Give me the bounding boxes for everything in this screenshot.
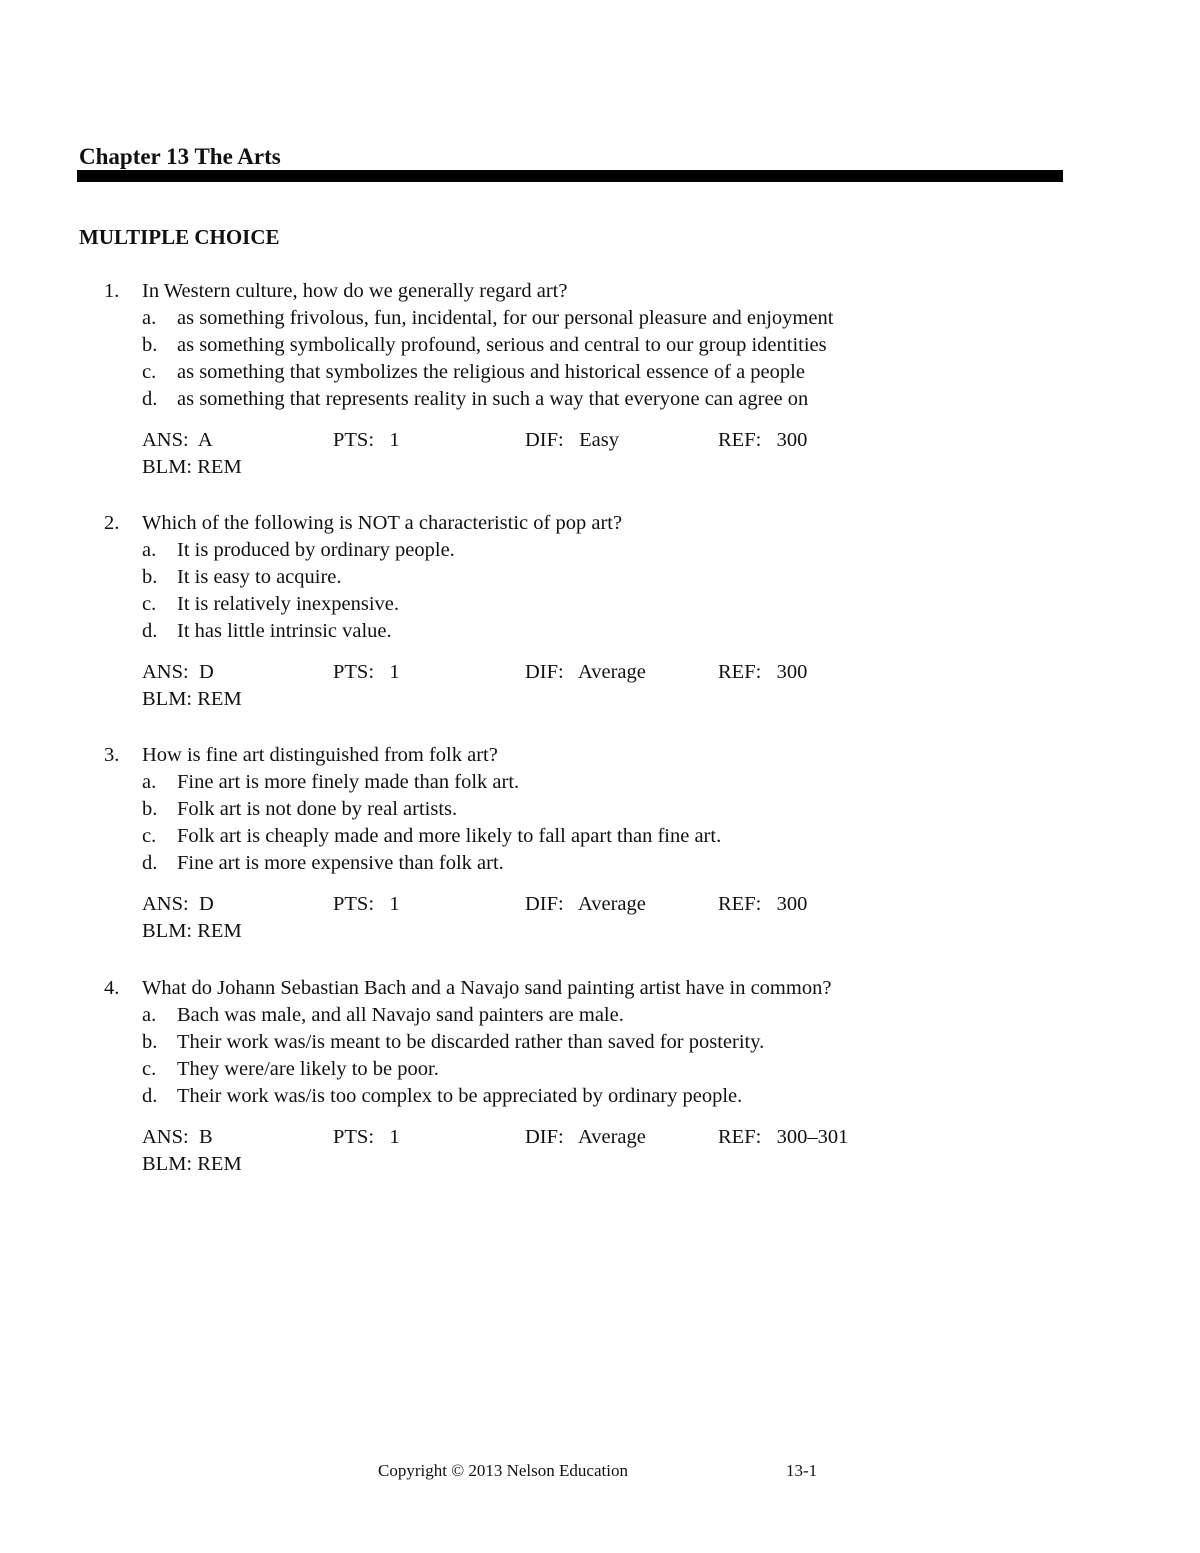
question-stem: What do Johann Sebastian Bach and a Navajo sand painting artist have in common? — [142, 977, 832, 999]
option-text: as something that symbolizes the religious and historical essence of a people — [177, 361, 805, 383]
blm-code: BLM: REM — [142, 920, 242, 942]
answer-metadata — [104, 659, 1064, 713]
difficulty: DIF: Average — [525, 893, 646, 915]
answer-option-b — [104, 332, 1064, 359]
question-4 — [104, 975, 1064, 1178]
option-letter: a. — [142, 771, 157, 793]
question-1 — [104, 278, 1064, 481]
footer-copyright: Copyright © 2013 Nelson Education — [378, 1461, 628, 1480]
option-text: as something symbolically profound, serious and central to our group identities — [177, 334, 827, 356]
question-number: 4. — [104, 977, 120, 999]
section-heading: MULTIPLE CHOICE — [79, 225, 280, 249]
points: PTS: 1 — [333, 893, 400, 915]
question-stem: Which of the following is NOT a characteristic of pop art? — [142, 512, 623, 534]
answer-metadata — [104, 1124, 1064, 1178]
option-letter: d. — [142, 852, 158, 874]
answer-option-d — [104, 1083, 1064, 1110]
option-text: They were/are likely to be poor. — [177, 1058, 439, 1080]
page-reference: REF: 300–301 — [718, 1126, 849, 1148]
blm-code: BLM: REM — [142, 456, 242, 478]
answer-metadata-row — [104, 659, 1064, 686]
answer-metadata-row — [104, 427, 1064, 454]
answer-metadata — [104, 891, 1064, 945]
answer-option-d — [104, 618, 1064, 645]
answer-option-c — [104, 359, 1064, 386]
option-letter: a. — [142, 307, 157, 329]
option-letter: a. — [142, 1004, 157, 1026]
option-letter: d. — [142, 388, 158, 410]
blm-row — [104, 454, 1064, 481]
answer-option-c — [104, 1056, 1064, 1083]
answer-option-d — [104, 386, 1064, 413]
option-text: It is relatively inexpensive. — [177, 593, 400, 615]
option-text: Fine art is more finely made than folk art. — [177, 771, 520, 793]
option-letter: b. — [142, 1031, 158, 1053]
option-letter: b. — [142, 798, 158, 820]
question-number: 1. — [104, 280, 120, 302]
answer-metadata-row — [104, 1124, 1064, 1151]
option-letter: c. — [142, 361, 157, 383]
answer-option-a — [104, 1002, 1064, 1029]
option-text: Their work was/is meant to be discarded rather than saved for posterity. — [177, 1031, 765, 1053]
blm-row — [104, 686, 1064, 713]
question-3 — [104, 742, 1064, 945]
answer-option-a — [104, 769, 1064, 796]
question-number: 2. — [104, 512, 120, 534]
question-stem-line — [104, 510, 1064, 537]
points: PTS: 1 — [333, 1126, 400, 1148]
difficulty: DIF: Average — [525, 661, 646, 683]
answer-key: ANS: D — [142, 893, 214, 915]
answer-option-c — [104, 591, 1064, 618]
answer-option-b — [104, 796, 1064, 823]
blm-row — [104, 918, 1064, 945]
option-text: Their work was/is too complex to be appreciated by ordinary people. — [177, 1085, 743, 1107]
answer-option-c — [104, 823, 1064, 850]
answer-option-b — [104, 1029, 1064, 1056]
answer-key: ANS: B — [142, 1126, 213, 1148]
difficulty: DIF: Easy — [525, 429, 619, 451]
question-2 — [104, 510, 1064, 713]
option-letter: b. — [142, 334, 158, 356]
answer-option-a — [104, 537, 1064, 564]
answer-option-b — [104, 564, 1064, 591]
difficulty: DIF: Average — [525, 1126, 646, 1148]
page-reference: REF: 300 — [718, 893, 808, 915]
blm-row — [104, 1151, 1064, 1178]
blm-code: BLM: REM — [142, 1153, 242, 1175]
points: PTS: 1 — [333, 429, 400, 451]
blm-code: BLM: REM — [142, 688, 242, 710]
answer-metadata-row — [104, 891, 1064, 918]
option-text: Bach was male, and all Navajo sand painters are male. — [177, 1004, 624, 1026]
answer-key: ANS: A — [142, 429, 213, 451]
option-letter: a. — [142, 539, 157, 561]
question-number: 3. — [104, 744, 120, 766]
option-text: as something that represents reality in such a way that everyone can agree on — [177, 388, 809, 410]
option-letter: c. — [142, 593, 157, 615]
footer-page-number: 13-1 — [786, 1461, 818, 1480]
points: PTS: 1 — [333, 661, 400, 683]
question-stem-line — [104, 975, 1064, 1002]
option-text: Folk art is cheaply made and more likely to fall apart than fine art. — [177, 825, 722, 847]
page-reference: REF: 300 — [718, 429, 808, 451]
answer-key: ANS: D — [142, 661, 214, 683]
answer-metadata — [104, 427, 1064, 481]
question-stem-line — [104, 278, 1064, 305]
answer-option-a — [104, 305, 1064, 332]
option-text: It is produced by ordinary people. — [177, 539, 455, 561]
option-letter: d. — [142, 1085, 158, 1107]
page-reference: REF: 300 — [718, 661, 808, 683]
answer-option-d — [104, 850, 1064, 877]
option-letter: b. — [142, 566, 158, 588]
question-stem-line — [104, 742, 1064, 769]
option-text: Fine art is more expensive than folk art. — [177, 852, 504, 874]
option-letter: d. — [142, 620, 158, 642]
option-letter: c. — [142, 825, 157, 847]
option-text: It has little intrinsic value. — [177, 620, 392, 642]
option-text: Folk art is not done by real artists. — [177, 798, 458, 820]
title-rule — [77, 170, 1063, 182]
option-text: as something frivolous, fun, incidental, for our personal pleasure and enjoyment — [177, 307, 834, 329]
option-text: It is easy to acquire. — [177, 566, 342, 588]
question-stem: In Western culture, how do we generally regard art? — [142, 280, 568, 302]
chapter-title: Chapter 13 The Arts — [79, 144, 281, 169]
option-letter: c. — [142, 1058, 157, 1080]
question-stem: How is fine art distinguished from folk art? — [142, 744, 498, 766]
